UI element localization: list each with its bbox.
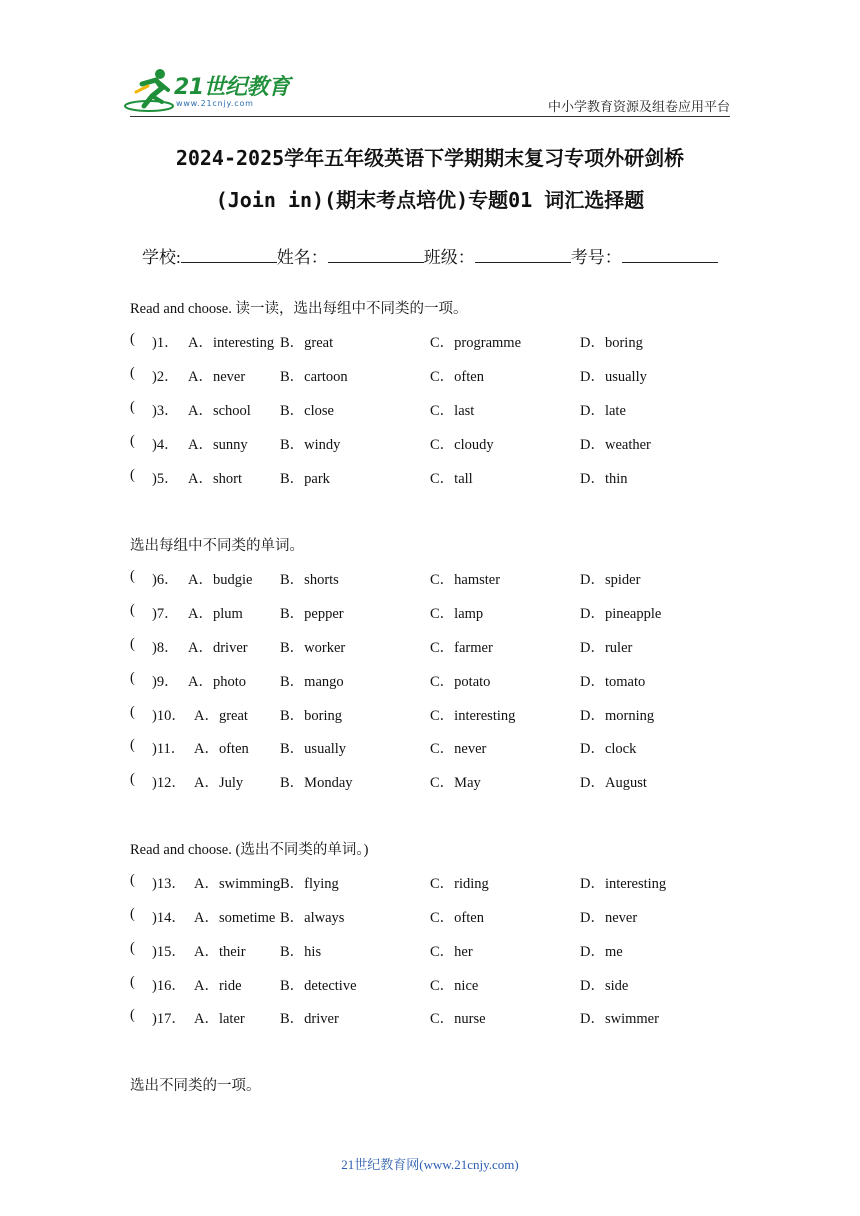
question-row bbox=[130, 940, 750, 962]
question-number: )16． bbox=[152, 978, 186, 994]
option-a: A．sometime bbox=[194, 910, 276, 926]
option-c: C．riding bbox=[430, 876, 489, 892]
section-heading: Read and choose. 读一读，选出每组中不同类的一项。 bbox=[130, 301, 468, 317]
option-a: A．sunny bbox=[188, 437, 248, 453]
option-c: C．programme bbox=[430, 335, 522, 351]
option-a: A．budgie bbox=[188, 572, 253, 588]
question-number: )2． bbox=[152, 369, 179, 385]
answer-paren[interactable]: ( bbox=[130, 906, 135, 922]
option-a: A．later bbox=[194, 1011, 245, 1027]
option-d: D．pineapple bbox=[580, 606, 662, 622]
option-c: C．hamster bbox=[430, 572, 501, 588]
option-a: A．great bbox=[194, 708, 248, 724]
option-d: D．never bbox=[580, 910, 638, 926]
answer-paren[interactable]: ( bbox=[130, 670, 135, 686]
option-c: C．never bbox=[430, 741, 487, 757]
question-row bbox=[130, 331, 750, 353]
answer-paren[interactable]: ( bbox=[130, 365, 135, 381]
option-b: B．always bbox=[280, 910, 345, 926]
option-b: B．flying bbox=[280, 876, 339, 892]
answer-paren[interactable]: ( bbox=[130, 737, 135, 753]
question-row bbox=[130, 433, 750, 455]
question-number: )1． bbox=[152, 335, 179, 351]
option-c: C．farmer bbox=[430, 640, 493, 656]
question-row bbox=[130, 872, 750, 894]
question-row bbox=[130, 636, 750, 658]
option-a: A．plum bbox=[188, 606, 243, 622]
page-header bbox=[0, 0, 860, 120]
option-d: D．morning bbox=[580, 708, 655, 724]
question-number: )3． bbox=[152, 403, 179, 419]
option-a: A．photo bbox=[188, 674, 246, 690]
question-number: )10． bbox=[152, 708, 186, 724]
runner-logo-icon bbox=[122, 66, 182, 116]
logo-text: 21世纪教育 bbox=[174, 75, 290, 100]
option-d: D．me bbox=[580, 944, 623, 960]
question-row bbox=[130, 737, 750, 759]
option-d: D．ruler bbox=[580, 640, 633, 656]
option-c: C．her bbox=[430, 944, 473, 960]
question-row bbox=[130, 568, 750, 590]
header-divider bbox=[130, 116, 730, 117]
question-number: )9． bbox=[152, 674, 179, 690]
option-b: B．park bbox=[280, 471, 330, 487]
option-d: D．clock bbox=[580, 741, 637, 757]
answer-paren[interactable]: ( bbox=[130, 399, 135, 415]
number-blank[interactable] bbox=[622, 246, 718, 263]
name-blank[interactable] bbox=[328, 246, 424, 263]
question-row bbox=[130, 602, 750, 624]
answer-paren[interactable]: ( bbox=[130, 568, 135, 584]
section-heading: 选出每组中不同类的单词。 bbox=[130, 538, 304, 554]
question-row bbox=[130, 467, 750, 489]
question-row bbox=[130, 974, 750, 996]
section-heading: 选出不同类的一项。 bbox=[130, 1078, 261, 1094]
option-b: B．pepper bbox=[280, 606, 344, 622]
school-label: 学校: bbox=[142, 248, 181, 267]
option-a: A．driver bbox=[188, 640, 248, 656]
question-number: )17． bbox=[152, 1011, 186, 1027]
option-c: C．often bbox=[430, 369, 484, 385]
answer-paren[interactable]: ( bbox=[130, 331, 135, 347]
option-d: D．spider bbox=[580, 572, 641, 588]
option-c: C．often bbox=[430, 910, 484, 926]
option-a: A．school bbox=[188, 403, 251, 419]
option-d: D．side bbox=[580, 978, 629, 994]
option-a: A．ride bbox=[194, 978, 242, 994]
question-number: )7． bbox=[152, 606, 179, 622]
number-label: 考号： bbox=[570, 248, 622, 267]
answer-paren[interactable]: ( bbox=[130, 433, 135, 449]
page-title-line-2: (Join in)(期末考点培优)专题01 词汇选择题 bbox=[215, 188, 645, 212]
question-number: )11． bbox=[152, 741, 186, 757]
option-b: B．great bbox=[280, 335, 334, 351]
school-blank[interactable] bbox=[181, 246, 277, 263]
question-number: )4． bbox=[152, 437, 179, 453]
answer-paren[interactable]: ( bbox=[130, 771, 135, 787]
answer-paren[interactable]: ( bbox=[130, 636, 135, 652]
question-row bbox=[130, 399, 750, 421]
option-a: A．their bbox=[194, 944, 246, 960]
option-c: C．potato bbox=[430, 674, 491, 690]
option-c: C．nurse bbox=[430, 1011, 486, 1027]
answer-paren[interactable]: ( bbox=[130, 872, 135, 888]
option-d: D．tomato bbox=[580, 674, 646, 690]
option-c: C．tall bbox=[430, 471, 473, 487]
option-b: B．boring bbox=[280, 708, 343, 724]
option-d: D．August bbox=[580, 775, 647, 791]
answer-paren[interactable]: ( bbox=[130, 467, 135, 483]
option-d: D．interesting bbox=[580, 876, 667, 892]
option-b: B．close bbox=[280, 403, 334, 419]
option-c: C．May bbox=[430, 775, 481, 791]
question-number: )15． bbox=[152, 944, 186, 960]
option-a: A．often bbox=[194, 741, 249, 757]
platform-label: 中小学教育资源及组卷应用平台 bbox=[547, 99, 730, 114]
logo-url: www.21cnjy.com bbox=[176, 99, 254, 108]
question-row bbox=[130, 365, 750, 387]
page-footer: 21世纪教育网(www.21cnjy.com) bbox=[341, 1157, 519, 1172]
option-a: A．July bbox=[194, 775, 244, 791]
option-d: D．boring bbox=[580, 335, 643, 351]
answer-paren[interactable]: ( bbox=[130, 974, 135, 990]
option-b: B．usually bbox=[280, 741, 347, 757]
question-number: )6． bbox=[152, 572, 179, 588]
question-row bbox=[130, 906, 750, 928]
option-a: A．never bbox=[188, 369, 246, 385]
question-row bbox=[130, 1007, 750, 1029]
name-label: 姓名： bbox=[276, 248, 328, 267]
question-number: )5． bbox=[152, 471, 179, 487]
answer-paren[interactable]: ( bbox=[130, 940, 135, 956]
option-a: A．interesting bbox=[188, 335, 275, 351]
question-row bbox=[130, 771, 750, 793]
option-d: D．late bbox=[580, 403, 626, 419]
option-b: B．his bbox=[280, 944, 322, 960]
option-b: B．Monday bbox=[280, 775, 353, 791]
option-c: C．last bbox=[430, 403, 475, 419]
option-b: B．windy bbox=[280, 437, 341, 453]
section-heading: Read and choose. (选出不同类的单词。) bbox=[130, 842, 369, 858]
option-d: D．thin bbox=[580, 471, 628, 487]
answer-paren[interactable]: ( bbox=[130, 1007, 135, 1023]
option-c: C．cloudy bbox=[430, 437, 494, 453]
answer-paren[interactable]: ( bbox=[130, 704, 135, 720]
class-label: 班级： bbox=[423, 248, 475, 267]
option-d: D．weather bbox=[580, 437, 651, 453]
option-b: B．driver bbox=[280, 1011, 339, 1027]
logo bbox=[122, 66, 292, 116]
student-info-row bbox=[142, 243, 718, 268]
answer-paren[interactable]: ( bbox=[130, 602, 135, 618]
option-a: A．swimming bbox=[194, 876, 281, 892]
question-number: )14． bbox=[152, 910, 186, 926]
option-a: A．short bbox=[188, 471, 242, 487]
option-b: B．cartoon bbox=[280, 369, 348, 385]
option-c: C．interesting bbox=[430, 708, 516, 724]
class-blank[interactable] bbox=[475, 246, 571, 263]
question-row bbox=[130, 670, 750, 692]
page-title-line-1: 2024-2025学年五年级英语下学期期末复习专项外研剑桥 bbox=[175, 146, 685, 170]
question-row bbox=[130, 704, 750, 726]
question-number: )13． bbox=[152, 876, 186, 892]
option-b: B．worker bbox=[280, 640, 346, 656]
option-b: B．mango bbox=[280, 674, 344, 690]
question-number: )12． bbox=[152, 775, 186, 791]
option-c: C．lamp bbox=[430, 606, 484, 622]
option-b: B．shorts bbox=[280, 572, 339, 588]
option-d: D．usually bbox=[580, 369, 647, 385]
option-d: D．swimmer bbox=[580, 1011, 659, 1027]
question-number: )8． bbox=[152, 640, 179, 656]
option-c: C．nice bbox=[430, 978, 479, 994]
option-b: B．detective bbox=[280, 978, 357, 994]
